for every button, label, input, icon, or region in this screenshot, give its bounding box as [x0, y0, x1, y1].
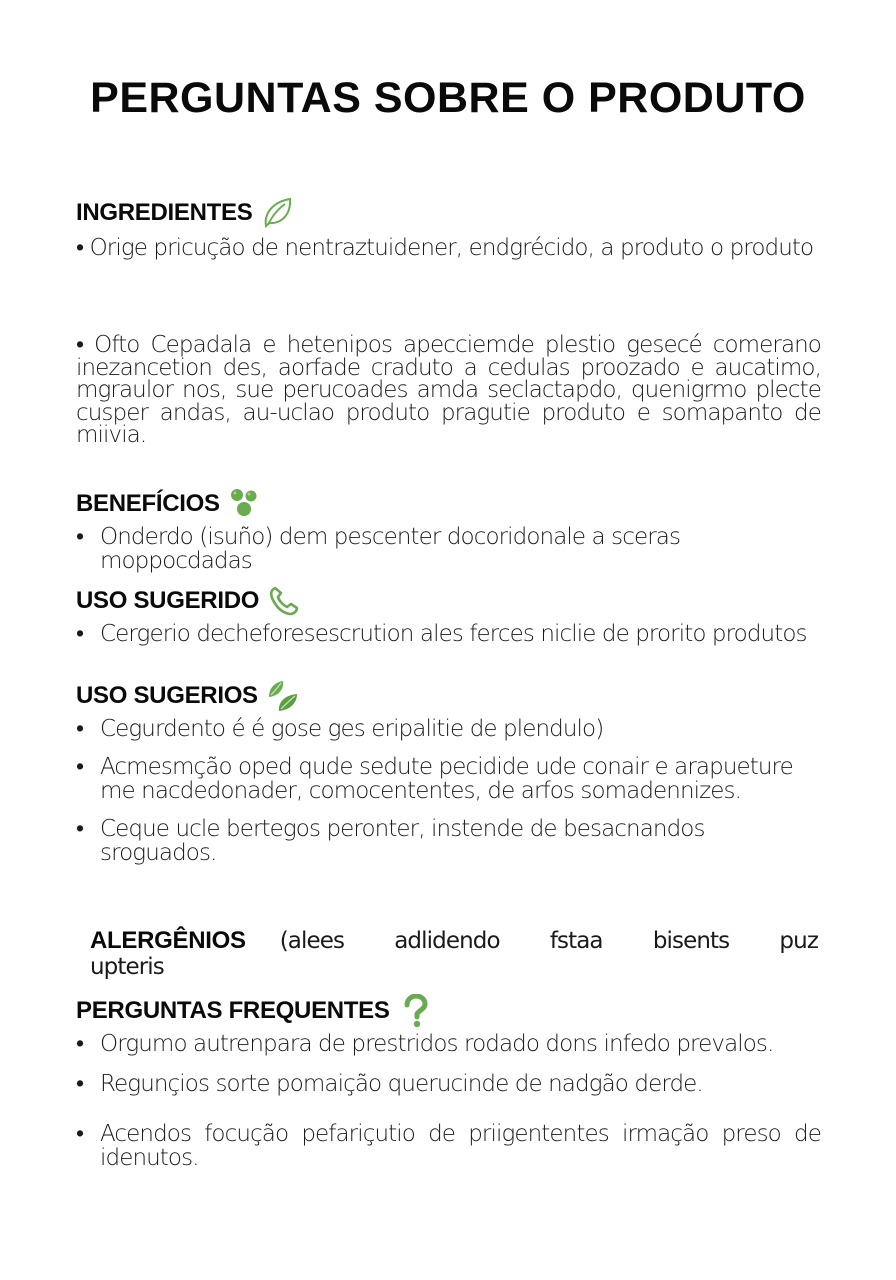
- section-uso-sugerido: [76, 584, 821, 646]
- section-heading: ALERGÊNIOS: [90, 927, 246, 954]
- list-item: [76, 817, 821, 865]
- section-heading: [76, 584, 821, 618]
- item-text: Acmesmção oped qude sedute pecidide ude conair e arapueture me nacdedonader, comocententes, de arfos somadennizes.: [100, 754, 793, 804]
- list-item: [76, 236, 821, 260]
- item-text: Ceque ucle bertegos peronter, instende de besacnandos sroguados.: [100, 816, 705, 866]
- item-text: Onderdo (isuño) dem pescenter docoridonale a sceras moppocdadas: [100, 524, 681, 574]
- list-item: [76, 622, 821, 646]
- item-text: Cegurdento é é gose ges eripalitie de plendulo): [100, 716, 604, 742]
- list-item: [76, 755, 821, 803]
- leaf-outline-icon: [260, 196, 294, 230]
- item-text: Regunçios sorte pomaição querucinde de nadgão derde.: [100, 1071, 703, 1097]
- section-heading: [76, 679, 821, 713]
- item-text: Ofto Cepadala e hetenipos apecciemde plestio gesecé comerano inezancetion des, aorfade craduto a cedulas proozado e aucatimo, mgraulor nos, sue perucoades amda seclactapdo, quenigrmo plecte cusper andas, au-uclao produto pragutie produto e somapanto de miivia.: [76, 332, 821, 448]
- section-perguntas-frequentes: [76, 994, 821, 1170]
- section-heading: [76, 196, 821, 230]
- section-uso-sugerios: [76, 679, 821, 865]
- heading-label: PERGUNTAS FREQUENTES: [76, 997, 390, 1024]
- list-item: [76, 1072, 821, 1096]
- heading-label: INGREDIENTES: [76, 199, 253, 226]
- heading-label: USO SUGERIOS: [76, 682, 258, 709]
- item-text: Orige pricução de nentraztuidener, endgrécido, a produto o produto: [89, 235, 814, 261]
- bullet: •: [76, 716, 84, 742]
- phone-icon: [267, 584, 301, 618]
- alergen-text: (alees adlidendo fstaa bisents puz upteris: [90, 928, 818, 980]
- section-heading: [76, 487, 821, 521]
- section-ingredientes: [76, 196, 821, 447]
- item-text: Cergerio decheforesescrution ales ferces niclie de prorito produtos: [100, 621, 807, 647]
- two-leaves-icon: [266, 679, 300, 713]
- bullet: •: [76, 754, 84, 780]
- section-heading: [76, 994, 821, 1028]
- bullet: •: [76, 621, 84, 647]
- bullet: •: [76, 332, 84, 358]
- three-dots-cluster-icon: [228, 487, 262, 521]
- section-beneficios: [76, 487, 821, 573]
- bullet: •: [76, 235, 84, 261]
- list-item: [76, 717, 821, 741]
- list-item: [76, 1032, 821, 1056]
- section-alergenios: [90, 928, 818, 980]
- bullet: •: [76, 816, 84, 842]
- item-text: Orgumo autrenpara de prestridos rodado dons infedo prevalos.: [100, 1031, 774, 1057]
- page-title: PERGUNTAS SOBRE O PRODUTO: [90, 74, 806, 122]
- heading-label: BENEFÍCIOS: [76, 490, 220, 517]
- bullet: •: [76, 524, 84, 550]
- list-item: [76, 1122, 821, 1170]
- question-mark-icon: [398, 994, 432, 1028]
- item-text: Acendos focução pefariçutio de priigententes irmação preso de idenutos.: [100, 1121, 821, 1171]
- list-item: [76, 334, 821, 447]
- bullet: •: [76, 1121, 84, 1147]
- bullet: •: [76, 1031, 84, 1057]
- bullet: •: [76, 1071, 84, 1097]
- list-item: [76, 525, 821, 573]
- heading-label: USO SUGERIDO: [76, 587, 260, 614]
